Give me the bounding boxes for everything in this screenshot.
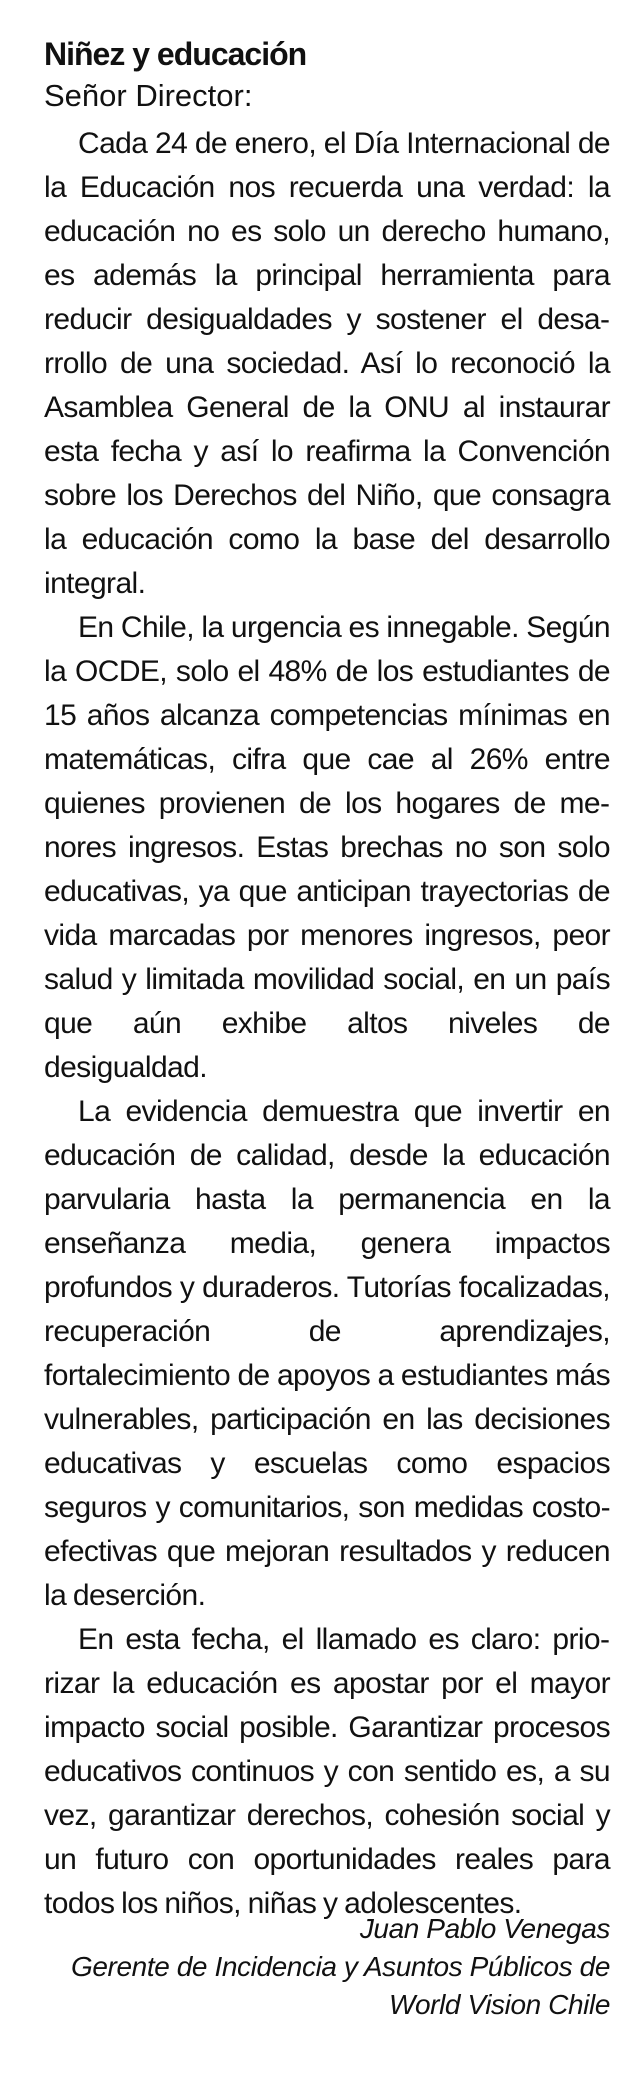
- headline: Niñez y educación: [44, 36, 307, 72]
- signature-organization: World Vision Chile: [388, 1989, 610, 2020]
- paragraph-1: Cada 24 de enero, el Día Internacional de la Educación nos recuerda una verdad: la educación no es solo un derecho humano, es además la principal herramienta para reducir desigualdades y sostener el desarrollo de una sociedad. Así lo reconoció la Asamblea General de la ONU al instaurar esta fecha y así lo reafirma la Convención sobre los Derechos del Niño, que consagra la educación como la base del desarrollo integral.: [44, 127, 610, 600]
- signature-block: [71, 1910, 610, 2024]
- paragraph-2: En Chile, la urgencia es innegable. Según la OCDE, solo el 48% de los estudiantes de 15 años alcanza competencias mínimas en matemáticas, cifra que cae al 26% entre quienes provienen de los hogares de menores ingresos. Estas brechas no son solo educativas, ya que anticipan trayectorias de vida marcadas por menores ingresos, peor salud y limitada movilidad social, en un país que aún exhibe altos niveles de desigualdad.: [44, 611, 610, 1084]
- letter-body: [44, 122, 610, 1926]
- paragraph-3: La evidencia demuestra que invertir en educación de calidad, desde la educación parvularia hasta la permanencia en la enseñanza media, genera impactos profundos y duraderos. Tutorías focalizadas, recuperación de aprendizajes, fortalecimiento de apoyos a estudiantes más vulnerables, participación en las decisiones educativas y escuelas como espacios seguros y comunitarios, son medidas costo-efectivas que mejoran resultados y reducen la deserción.: [44, 1095, 610, 1612]
- salutation: Señor Director:: [44, 78, 253, 113]
- letter-article: [44, 34, 610, 1926]
- signature-name: Juan Pablo Venegas: [359, 1913, 610, 1944]
- signature-title: Gerente de Incidencia y Asuntos Públicos de: [71, 1951, 610, 1982]
- paragraph-4: En esta fecha, el llamado es claro: priorizar la educación es apostar por el mayor impacto social posible. Garantizar procesos educativos continuos y con sentido es, a su vez, garantizar derechos, cohesión social y un futuro con oportunidades reales para todos los niños, niñas y adolescentes.: [44, 1623, 610, 1920]
